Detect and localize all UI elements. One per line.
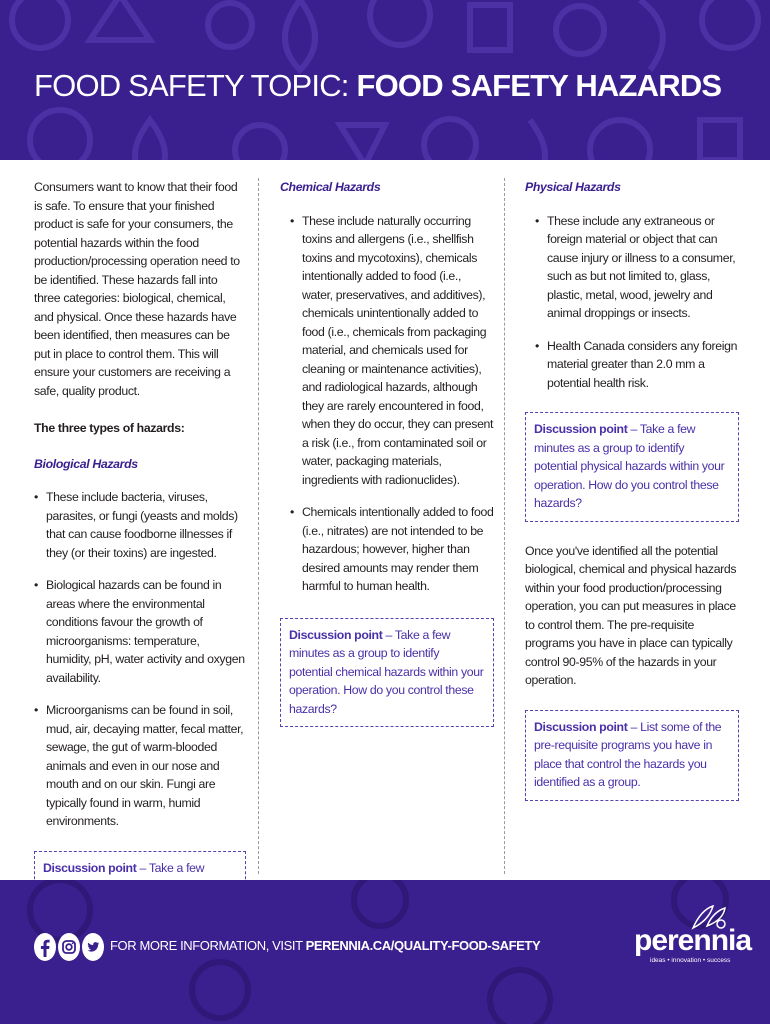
intro-paragraph: Consumers want to know that their food is safe. To ensure that your finished product is safe for your consumers, the potential hazards within the food production/processing operation need to be identified. These hazards fall into three categories: biological, chemical, and physical. Once these hazards have been identified, then measures can be put in place to control them. This will ensure your customers are receiving a safe, quality product. — [34, 180, 240, 398]
summary-paragraph: Once you've identified all the potential biological, chemical and physical hazards within your food production/processing operation, you can put measures in place to control them. The pre-requisite programs you have in place can typically control 90-95% of the hazards in your operation. — [525, 543, 737, 687]
twitter-icon[interactable] — [82, 932, 104, 962]
discussion-box-chemical — [280, 618, 494, 728]
list-item: • These include bacteria, viruses, parasites, or fungi (yeasts and molds) that can cause foodborne illnesses if they (or their toxins) are ingested. — [34, 488, 246, 562]
column-physical — [525, 178, 739, 801]
discussion-text: – Take a few — [139, 860, 205, 875]
chemical-heading: Chemical Hazards — [280, 180, 381, 194]
physical-list — [525, 212, 739, 393]
discussion-label: Discussion point — [534, 719, 628, 734]
discussion-label: Discussion point — [289, 627, 383, 642]
facebook-icon[interactable] — [34, 932, 56, 962]
discussion-text: – List some of the pre-requisite programs you have in place that control the hazards you identified as a group. — [534, 719, 722, 789]
physical-heading: Physical Hazards — [525, 180, 621, 194]
discussion-text: – Take a few minutes as a group to identify potential chemical hazards within your operation. How do you control these hazards? — [289, 627, 484, 716]
list-item: • Health Canada considers any foreign material greater than 2.0 mm a potential health risk. — [535, 337, 739, 393]
page-title: FOOD SAFETY TOPIC: FOOD SAFETY HAZARDS — [34, 68, 722, 103]
discussion-box-physical — [525, 412, 739, 522]
types-heading: The three types of hazards: — [34, 421, 185, 435]
discussion-text: – Take a few minutes as a group to identify potential physical hazards within your operation. How do you control these hazards? — [534, 422, 725, 510]
chemical-list — [280, 212, 494, 596]
list-item: • Chemicals intentionally added to food (i.e., nitrates) are not intended to be hazardous; however, higher than desired amounts may render them harmful to human health. — [290, 503, 494, 596]
column-chemical — [280, 178, 494, 727]
list-item: • These include naturally occurring toxins and allergens (i.e., shellfish toxins and mycotoxins), chemicals intentionally added to food (i.e., water, preservatives, and additives), chemicals unintentionally added to food (i.e., chemicals from packaging material, and chemicals used for cleaning or maintenance activities), and radiological hazards, although they are rarely encountered in food, when they do occur, they can present a risk (i.e., from contaminated soil or water, packaging materials, ingredients with radionuclides). — [290, 212, 494, 490]
biological-list — [34, 488, 246, 831]
footer-prefix: FOR MORE INFORMATION, VISIT — [110, 938, 306, 953]
list-item: • These include any extraneous or foreign material or object that can cause injury or illness to a consumer, such as but not limited to, glass, plastic, metal, wood, jewelry and animal droppings or insects. — [535, 212, 739, 323]
list-item: • Biological hazards can be found in areas where the environmental conditions favour the growth of microorganisms: temperature, humidity, pH, water activity and oxygen availability. — [34, 576, 246, 687]
footer-url-link[interactable]: PERENNIA.CA/QUALITY-FOOD-SAFETY — [305, 938, 541, 953]
column-divider — [504, 178, 505, 874]
logo-wordmark: perennia — [634, 924, 752, 957]
column-biological — [34, 178, 246, 960]
list-item: • Microorganisms can be found in soil, mud, air, decaying matter, fecal matter, sewage, the gut of warm-blooded animals and even in our nose and mouth and on our skin. Fungi are typically found in warm, humid environments. — [34, 701, 246, 831]
logo-tagline: ideas • innovation • success — [650, 957, 731, 964]
footer-info — [110, 938, 540, 953]
discussion-label: Discussion point — [534, 422, 628, 436]
perennia-logo — [630, 902, 752, 972]
instagram-icon[interactable] — [58, 932, 80, 962]
header-banner — [0, 0, 770, 160]
discussion-box-programs — [525, 710, 739, 801]
column-divider — [258, 178, 259, 874]
biological-heading: Biological Hazards — [34, 456, 138, 471]
discussion-label: Discussion point — [43, 860, 137, 875]
